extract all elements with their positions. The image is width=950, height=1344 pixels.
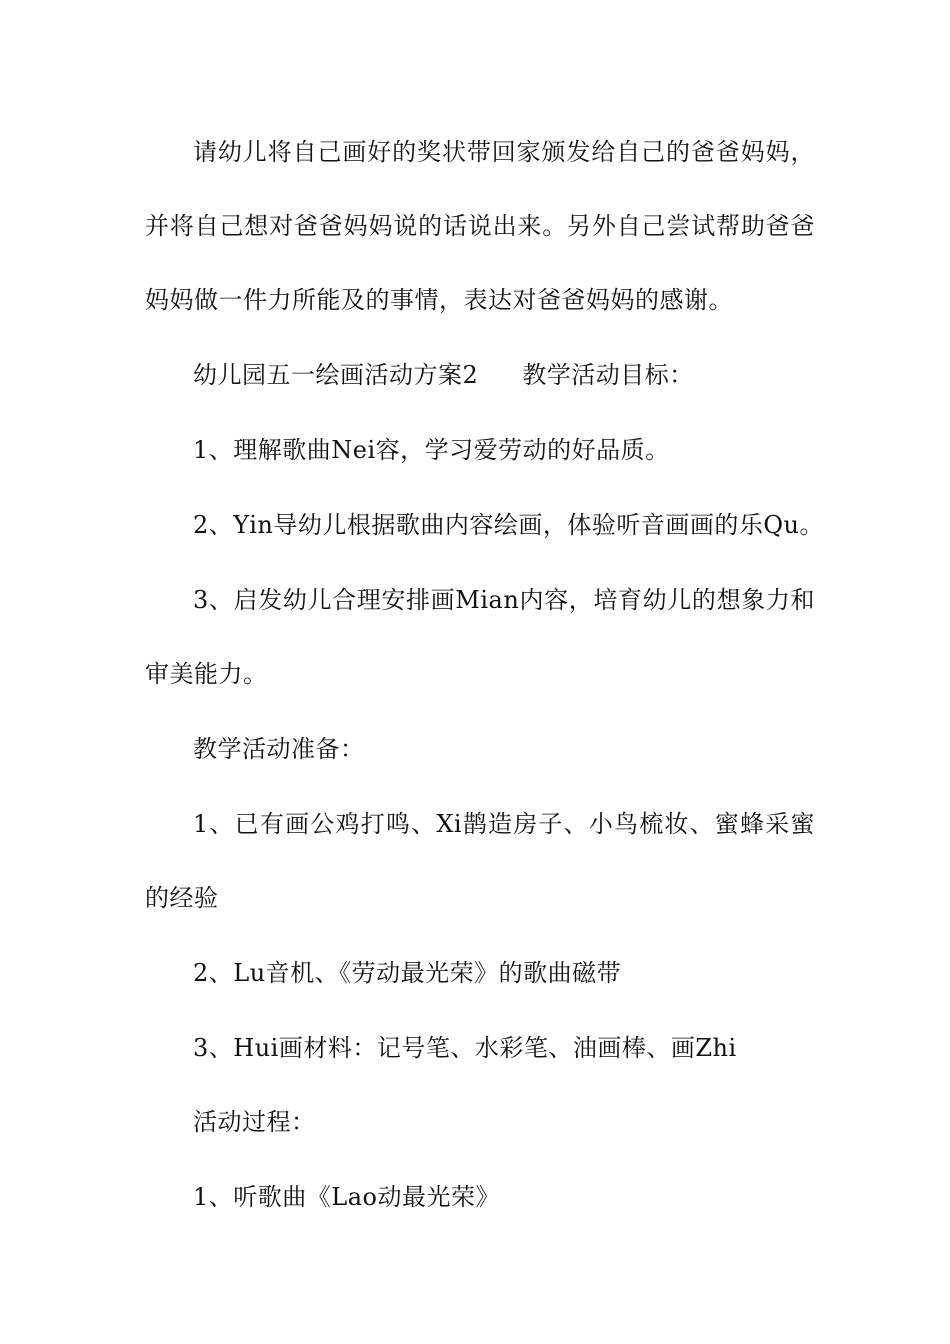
section-heading: 活动过程：: [193, 1108, 316, 1136]
list-item: 1、理解歌曲Nei容，学习爱劳动的好品质。: [193, 436, 670, 464]
list-item: 1、听歌曲《Lao动最光荣》: [193, 1183, 500, 1211]
section-title: 幼儿园五一绘画活动方案2: [193, 361, 479, 389]
paragraph-line: 妈妈做一件力所能及的事情，表达对爸爸妈妈的感谢。: [145, 286, 733, 314]
list-item: 3、启发幼儿合理安排画Mian内容，培育幼儿的想象力和: [193, 586, 815, 614]
list-item: 1、已有画公鸡打鸣、Xi鹊造房子、小鸟梳妆、蜜蜂采蜜: [193, 810, 815, 838]
list-item-continuation: 的经验: [145, 884, 219, 912]
heading-line: [193, 359, 815, 391]
list-item-continuation: 审美能力。: [145, 660, 268, 688]
section-heading: 教学活动准备：: [193, 735, 365, 763]
section-subtitle: 教学活动目标：: [522, 361, 694, 389]
paragraph-line: 请幼儿将自己画好的奖状带回家颁发给自己的爸爸妈妈，: [193, 138, 815, 166]
list-item: 3、Hui画材料：记号笔、水彩笔、油画棒、画Zhi: [193, 1034, 737, 1062]
list-item: 2、Yin导幼儿根据歌曲内容绘画，体验听音画画的乐Qu。: [193, 511, 824, 539]
paragraph-line: 并将自己想对爸爸妈妈说的话说出来。另外自己尝试帮助爸爸: [145, 212, 815, 240]
list-item: 2、Lu音机、《劳动最光荣》的歌曲磁带: [193, 959, 622, 987]
